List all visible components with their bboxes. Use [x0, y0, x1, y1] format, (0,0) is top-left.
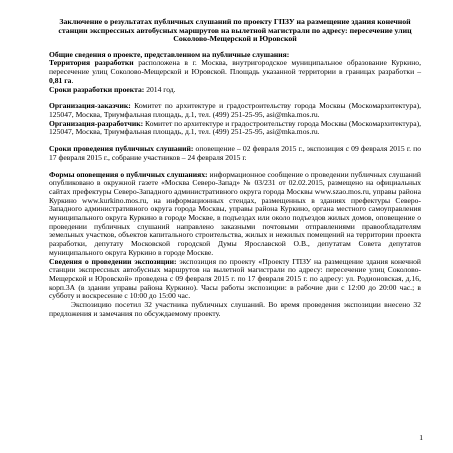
page-number: 1 [419, 433, 423, 443]
territory-label: Территория разработки [49, 58, 134, 68]
term-paragraph: Сроки разработки проекта: 2014 год. [49, 84, 176, 94]
developer-paragraph: Организация-разработчик: Комитет по архитектуре и градостроительству города Москвы (Москомархитектура), 125047, Москва, Триумфальная площадь, д.1, тел. (499) 251-25-95, asi@mka.mos.ru. [49, 118, 421, 137]
area-value: 0,81 га [49, 75, 72, 85]
notification-paragraph: Формы оповещения о публичных слушаниях: информационное сообщение о проведении публичных слушаний опубликовано в окружной газете «Москва Северо-Запад» № 03/231 от 02.02.2015, размещено на официальных сайтах префектуры Северо-Западного административного округа города Москвы www.szao.mos.ru, управы района Куркино www.kurkino.mos.ru, на информационных стендах, размещенных в зданиях префектуры Северо-Западного административного округа города Москвы, управы района Куркино, органа местного самоуправления муниципального округа Куркино в городе Москве, в подъездах или около подъездов жилых домов, оповещение о проведении публичных слушаний направлено заказными почтовыми отправлениями правообладателям земельных участков, объектов капитального строительства, жилых и нежилых помещений на территории проекта разработки, депутату Московской городской Думы Ярославской О.В., депутатам Совета депутатов муниципального округа Куркино в городе Москве. [49, 169, 421, 257]
dates-paragraph: Сроки проведения публичных слушаний: оповещение – 02 февраля 2015 г., экспозиция с 09 февраля 2015 г. по 17 февраля 2015 г., собрание участников – 24 февраля 2015 г. [49, 144, 421, 162]
exposition-paragraph: Сведения о проведении экспозиции: экспозиция по проекту «Проекту ГПЗУ на размещение здания конечной станции экспрессных автобусных маршрутов на вылетной магистрали по адресу: пересечение улиц Соколово-Мещерской и Юровской» проведена с 09 февраля 2015 г. по 17 февраля 2015 г. по адресу: ул. Родионовская, д.16, корп.3А (в здании управы района Куркино). Часы работы экспозиции: в рабочие дни с 12:00 до 20:00 час.; в субботу и воскресение с 10:00 до 15:00 час. [49, 256, 421, 301]
customer-paragraph: Организация-заказчик: Комитет по архитектуре и градостроительству города Москвы (Москомархитектура), 125047, Москва, Триумфальная площадь, д.1, тел. (499) 251-25-95, asi@mka.mos.ru. [49, 101, 421, 119]
general-info-heading: Общие сведения о проекте, представленном на публичные слушания: [49, 49, 290, 59]
territory-paragraph: Территория разработки расположена в г. Москва, внутригородское муниципальное образование Куркино, пересечение улиц Соколово-Мещерской и Юровской. Площадь указанной территории в границах разработки – 0,81 га. [49, 58, 421, 85]
document-title: Заключение о результатах публичных слушаний по проекту ГПЗУ на размещение здания конечной станции экспрессных автобусных маршрутов на вылетной магистрали по адресу: пересечение улиц Соколово-Мещерской и Юровской [58, 17, 412, 44]
visitors-paragraph: Экспозицию посетил 32 участника публичных слушаний. Во время проведения экспозиции внесено 32 предложения и замечания по обсуждаемому проекту. [49, 300, 421, 318]
